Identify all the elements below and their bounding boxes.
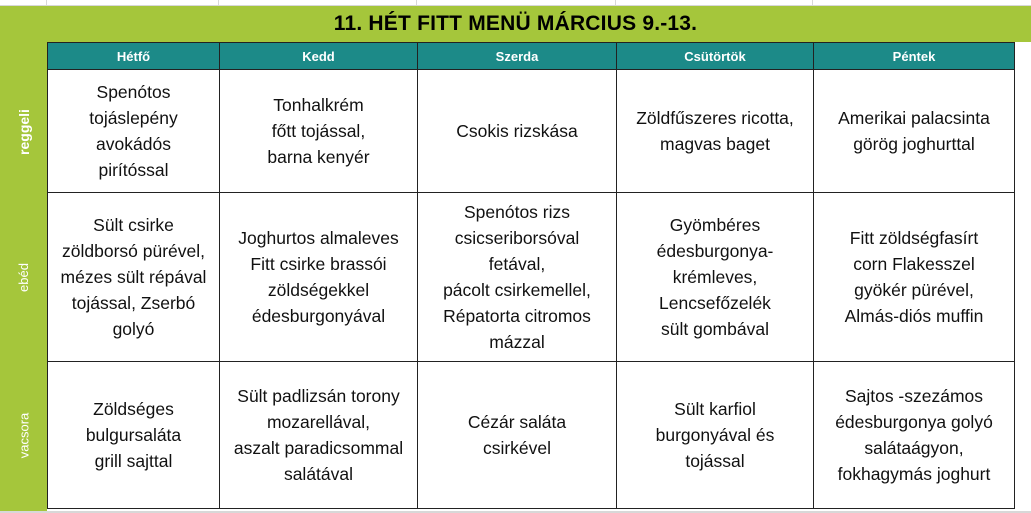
menu-item-line: sült gombával	[661, 319, 769, 339]
meal-row-breakfast	[48, 70, 1015, 193]
menu-item-line: tojással	[685, 451, 745, 471]
menu-item-line: Fitt zöldségfasírt	[849, 228, 979, 248]
menu-item-line: édesburgonya-	[656, 241, 774, 261]
menu-cell-breakfast-friday	[814, 70, 1015, 193]
menu-item-line: pácolt csirkemellel,	[443, 280, 591, 300]
menu-item-line: görög joghurttal	[853, 134, 975, 154]
menu-item-line: zöldségekkel	[267, 280, 370, 300]
weekly-menu-table	[47, 42, 1015, 509]
menu-item-line: mázzal	[489, 332, 545, 352]
meal-label-breakfast: reggeli	[15, 108, 32, 155]
menu-item-line: burgonyával és	[655, 425, 775, 445]
menu-cell-breakfast-wednesday	[418, 70, 617, 193]
menu-item-line: fokhagymás joghurt	[837, 464, 991, 484]
page-title: 11. HÉT FITT MENÜ MÁRCIUS 9.-13.	[0, 6, 1031, 42]
menu-item-line: Joghurtos almaleves	[238, 228, 399, 248]
menu-cell-dinner-monday	[48, 362, 220, 509]
menu-item-line: Sült padlizsán torony	[237, 386, 400, 406]
menu-cell-dinner-wednesday	[418, 362, 617, 509]
day-header-thursday: Csütörtök	[617, 43, 814, 70]
menu-cell-dinner-tuesday	[220, 362, 418, 509]
menu-item-line: Zöldfűszeres ricotta,	[636, 108, 794, 128]
menu-item-line: Almás-diós muffin	[844, 306, 984, 326]
menu-item-line: gyökér pürével,	[854, 280, 974, 300]
menu-item-line: golyó	[112, 319, 155, 339]
menu-item-line: aszalt paradicsommal	[233, 438, 404, 458]
menu-cell-lunch-wednesday	[418, 193, 617, 362]
menu-item-line: tojáslepény	[89, 108, 178, 128]
meal-sidebar	[0, 42, 47, 511]
menu-item-line: Tonhalkrém	[273, 95, 364, 115]
menu-item-line: Sajtos -szezámos	[844, 386, 984, 406]
menu-cell-breakfast-tuesday	[220, 70, 418, 193]
menu-item-line: Amerikai palacsinta	[838, 108, 990, 128]
menu-item-line: édesburgonya golyó	[835, 412, 993, 432]
menu-item-line: Lencsefőzelék	[659, 293, 771, 313]
menu-item-line: főtt tojással,	[271, 121, 366, 141]
menu-item-line: Csokis rizskása	[456, 121, 578, 141]
menu-item-line: corn Flakesszel	[853, 254, 975, 274]
menu-cell-lunch-thursday	[617, 193, 814, 362]
menu-item-line: avokádós	[96, 134, 171, 154]
menu-item-line: krémleves,	[672, 267, 758, 287]
menu-item-line: barna kenyér	[267, 147, 370, 167]
menu-item-line: pirítóssal	[98, 160, 169, 180]
menu-item-line: Cézár saláta	[467, 412, 567, 432]
day-header-friday: Péntek	[814, 43, 1015, 70]
menu-item-line: csicseriborsóval	[454, 228, 580, 248]
menu-item-line: zöldborsó pürével,	[62, 241, 205, 261]
meal-label-lunch: ebéd	[15, 263, 31, 292]
menu-item-line: Répatorta citromos	[443, 306, 591, 326]
menu-cell-dinner-friday	[814, 362, 1015, 509]
menu-item-line: édesburgonyával	[251, 306, 386, 326]
menu-cell-breakfast-monday	[48, 70, 220, 193]
menu-item-line: csirkével	[482, 438, 552, 458]
menu-item-line: Zöldséges	[93, 399, 174, 419]
menu-item-line: mézes sült répával	[60, 267, 207, 287]
day-header-wednesday: Szerda	[418, 43, 617, 70]
menu-cell-lunch-tuesday	[220, 193, 418, 362]
menu-item-line: Spenótos rizs	[463, 202, 571, 222]
meal-row-lunch	[48, 193, 1015, 362]
meal-label-dinner: vacsora	[16, 412, 31, 459]
day-header-monday: Hétfő	[48, 43, 220, 70]
menu-item-line: grill sajttal	[94, 451, 173, 471]
day-header-tuesday: Kedd	[220, 43, 418, 70]
menu-item-line: Spenótos	[96, 82, 171, 102]
meal-row-dinner	[48, 362, 1015, 509]
menu-cell-breakfast-thursday	[617, 70, 814, 193]
menu-item-line: Sült karfiol	[674, 399, 756, 419]
menu-item-line: fetával,	[488, 254, 546, 274]
menu-cell-lunch-monday	[48, 193, 220, 362]
day-header-row	[48, 43, 1015, 70]
menu-item-line: magvas baget	[660, 134, 770, 154]
menu-item-line: bulgursaláta	[85, 425, 182, 445]
menu-item-line: Sült csirke	[93, 215, 174, 235]
menu-item-line: mozarellával,	[266, 412, 371, 432]
menu-cell-lunch-friday	[814, 193, 1015, 362]
menu-item-line: Gyömbéres	[669, 215, 761, 235]
menu-item-line: salátaágyon,	[864, 438, 964, 458]
menu-item-line: Fitt csirke brassói	[250, 254, 387, 274]
menu-cell-dinner-thursday	[617, 362, 814, 509]
menu-item-line: tojással, Zserbó	[71, 293, 196, 313]
menu-item-line: salátával	[283, 464, 354, 484]
